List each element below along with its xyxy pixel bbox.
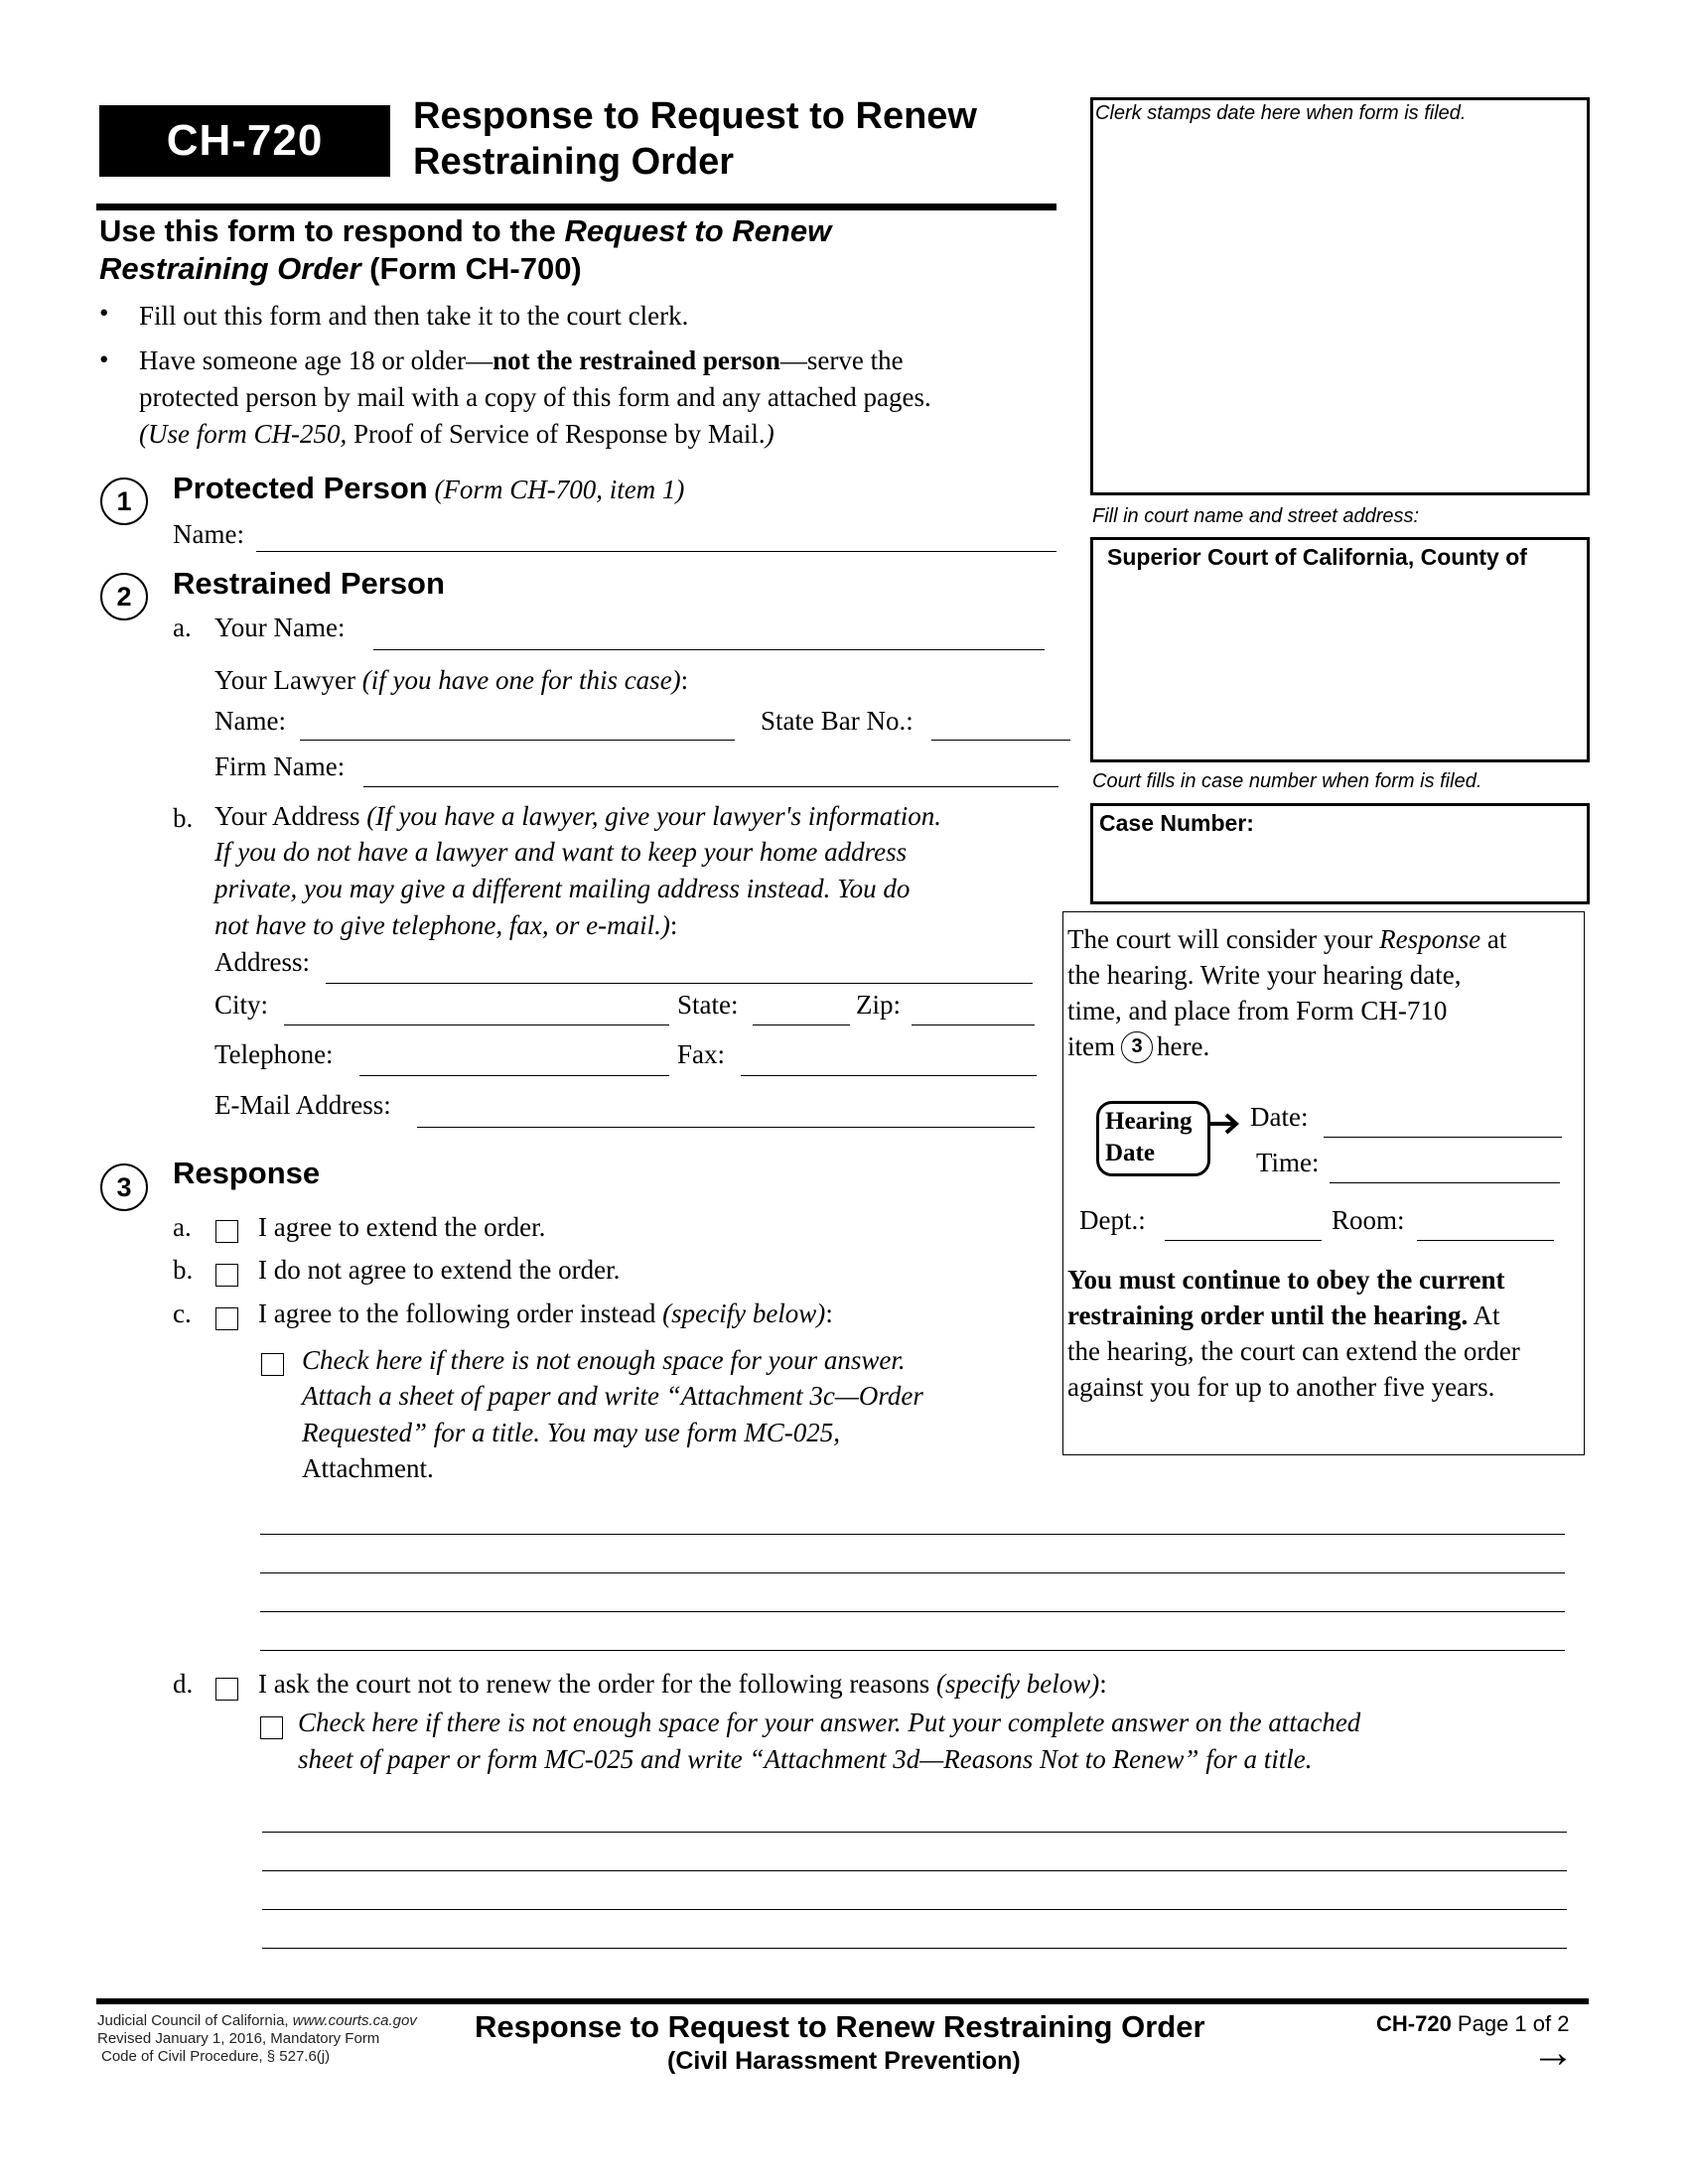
option-b-label: I do not agree to extend the order. <box>258 1255 621 1285</box>
option-d-answer-line[interactable] <box>262 1909 1567 1910</box>
lawyer-name-label: Name: <box>214 706 286 736</box>
city-label: City: <box>214 990 269 1020</box>
bullet-1-text: Fill out this form and then take it to the court clerk. <box>139 301 689 331</box>
case-number-instruction: Court fills in case number when form is filed. <box>1092 770 1482 792</box>
option-d-marker: d. <box>173 1669 194 1699</box>
section-3-heading: Response <box>173 1156 321 1190</box>
form-title-line1: Response to Request to Renew <box>413 95 977 137</box>
warning-line-3: the hearing, the court can extend the order <box>1067 1336 1520 1366</box>
option-c-answer-line[interactable] <box>260 1650 1565 1651</box>
hearing-intro-1: The court will consider your Response at <box>1067 924 1507 954</box>
option-d-answer-line[interactable] <box>262 1870 1567 1871</box>
telephone-label: Telephone: <box>214 1039 334 1069</box>
option-c-marker: c. <box>173 1298 192 1328</box>
option-b-marker: b. <box>173 1255 194 1285</box>
room-label: Room: <box>1332 1205 1405 1235</box>
telephone-field[interactable] <box>359 1075 669 1076</box>
subhead-text: Use this form to respond to the <box>99 213 565 248</box>
protected-name-field[interactable] <box>256 551 1056 552</box>
firm-name-label: Firm Name: <box>214 751 346 781</box>
section-1-number: 1 <box>100 478 148 525</box>
address-heading: Your Address (If you have a lawyer, give your lawyer's information. <box>214 801 941 831</box>
footer-revised: Revised January 1, 2016, Mandatory Form <box>97 2030 380 2047</box>
hearing-intro-4: item 3 here. <box>1067 1031 1210 1061</box>
hearing-intro-2: the hearing. Write your hearing date, <box>1067 960 1462 990</box>
room-field[interactable] <box>1417 1240 1554 1241</box>
option-c-attach-3: Requested” for a title. You may use form MC-025, <box>302 1418 840 1447</box>
state-bar-field[interactable] <box>931 740 1070 741</box>
address-note-3: private, you may give a different mailing address instead. You do <box>214 874 911 903</box>
bullet-icon: • <box>99 344 109 374</box>
item-2b-marker: b. <box>173 803 194 833</box>
address-note-4: not have to give telephone, fax, or e-mail.): <box>214 910 678 940</box>
court-name-text: Superior Court of California, County of <box>1107 544 1527 570</box>
court-name-box[interactable] <box>1090 537 1590 762</box>
option-c-attach-checkbox[interactable] <box>261 1353 284 1376</box>
hearing-time-field[interactable] <box>1330 1182 1560 1183</box>
footer-title: Response to Request to Renew Restraining Order <box>475 2009 1205 2044</box>
option-a-marker: a. <box>173 1212 192 1242</box>
option-a-label: I agree to extend the order. <box>258 1212 546 1242</box>
case-number-label: Case Number: <box>1099 810 1254 836</box>
item-2a-marker: a. <box>173 613 192 642</box>
header-rule <box>96 204 1056 210</box>
bullet-2-line2: protected person by mail with a copy of this form and any attached pages. <box>139 382 931 412</box>
protected-name-label: Name: <box>173 519 244 549</box>
fax-label: Fax: <box>677 1039 726 1069</box>
option-d-answer-line[interactable] <box>262 1832 1567 1833</box>
hearing-date-tag: Hearing Date <box>1096 1101 1210 1176</box>
address-note-2: If you do not have a lawyer and want to keep your home address <box>214 837 908 867</box>
your-name-field[interactable] <box>373 649 1045 650</box>
firm-name-field[interactable] <box>363 786 1058 787</box>
option-c-answer-line[interactable] <box>260 1611 1565 1612</box>
intro-subheading <box>99 212 993 288</box>
zip-label: Zip: <box>856 990 901 1020</box>
warning-line-1: You must continue to obey the current <box>1067 1265 1505 1295</box>
option-c-answer-line[interactable] <box>260 1572 1565 1573</box>
warning-line-4: against you for up to another five years. <box>1067 1372 1495 1402</box>
option-d-answer-line[interactable] <box>262 1948 1567 1949</box>
option-b-checkbox[interactable] <box>215 1264 238 1287</box>
clerk-stamp-label: Clerk stamps date here when form is filed. <box>1095 102 1467 124</box>
email-label: E-Mail Address: <box>214 1090 391 1120</box>
state-bar-label: State Bar No.: <box>761 706 914 736</box>
email-field[interactable] <box>417 1127 1035 1128</box>
lawyer-label: Your Lawyer (if you have one for this case): <box>214 665 689 695</box>
address-field[interactable] <box>326 983 1033 984</box>
form-title <box>413 93 977 185</box>
subhead-italic-2: Restraining Order <box>99 251 361 286</box>
option-c-checkbox[interactable] <box>215 1307 238 1330</box>
footer-subtitle: (Civil Harassment Prevention) <box>667 2047 1021 2075</box>
bullet-2-line1: Have someone age 18 or older—not the restrained person—serve the <box>139 345 904 375</box>
footer-page-info: CH-720 Page 1 of 2 <box>1376 2011 1570 2036</box>
subhead-text-2: (Form CH-700) <box>360 251 582 286</box>
footer-council: Judicial Council of California, www.courts.ca.gov <box>97 2012 417 2029</box>
state-field[interactable] <box>753 1024 850 1025</box>
state-label: State: <box>677 990 739 1020</box>
city-field[interactable] <box>284 1024 669 1025</box>
arrow-right-icon <box>1210 1111 1242 1137</box>
option-c-attach-1: Check here if there is not enough space for your answer. <box>302 1345 906 1375</box>
option-d-attach-2: sheet of paper or form MC-025 and write “Attachment 3d—Reasons Not to Renew” for a title. <box>298 1744 1313 1774</box>
hearing-date-label: Date: <box>1250 1102 1309 1132</box>
section-2-number: 2 <box>100 573 148 620</box>
bullet-2-line3: (Use form CH-250, Proof of Service of Response by Mail.) <box>139 419 774 449</box>
warning-line-2: restraining order until the hearing. At <box>1067 1300 1500 1330</box>
form-title-line2: Restraining Order <box>413 141 735 183</box>
option-d-label: I ask the court not to renew the order for the following reasons (specify below): <box>258 1669 1107 1699</box>
section-3-number: 3 <box>100 1163 148 1211</box>
court-name-instruction: Fill in court name and street address: <box>1092 505 1420 527</box>
hearing-intro-3: time, and place from Form CH-710 <box>1067 996 1448 1025</box>
hearing-time-label: Time: <box>1256 1148 1320 1177</box>
next-page-arrow-icon[interactable]: → <box>1531 2028 1575 2077</box>
footer-rule <box>96 1998 1589 2004</box>
address-label: Address: <box>214 947 310 977</box>
item-3-circle-icon: 3 <box>1121 1031 1153 1063</box>
your-name-label: Your Name: <box>214 613 346 642</box>
fax-field[interactable] <box>741 1075 1037 1076</box>
dept-label: Dept.: <box>1079 1205 1146 1235</box>
option-c-attach-2: Attach a sheet of paper and write “Attachment 3c—Order <box>302 1381 923 1411</box>
option-c-answer-line[interactable] <box>260 1534 1565 1535</box>
section-2-heading: Restrained Person <box>173 566 445 601</box>
form-id-badge: CH-720 <box>99 105 390 177</box>
hearing-date-field[interactable] <box>1324 1137 1562 1138</box>
option-d-checkbox[interactable] <box>215 1678 238 1701</box>
option-c-label: I agree to the following order instead (specify below): <box>258 1298 833 1328</box>
clerk-stamp-box <box>1090 97 1590 495</box>
bullet-icon: • <box>99 298 109 328</box>
footer-code: Code of Civil Procedure, § 527.6(j) <box>101 2048 331 2065</box>
zip-field[interactable] <box>912 1024 1035 1025</box>
case-number-box[interactable] <box>1090 803 1590 904</box>
dept-field[interactable] <box>1165 1240 1322 1241</box>
option-d-attach-1: Check here if there is not enough space for your answer. Put your complete answer on the attached <box>298 1707 1361 1737</box>
option-d-attach-checkbox[interactable] <box>260 1716 283 1739</box>
hearing-info-box <box>1062 911 1585 1455</box>
subhead-italic: Request to Renew <box>564 213 832 248</box>
option-c-attach-4: Attachment. <box>302 1453 434 1483</box>
lawyer-name-field[interactable] <box>300 740 735 741</box>
option-a-checkbox[interactable] <box>215 1220 238 1243</box>
section-1-heading: Protected Person (Form CH-700, item 1) <box>173 471 685 505</box>
